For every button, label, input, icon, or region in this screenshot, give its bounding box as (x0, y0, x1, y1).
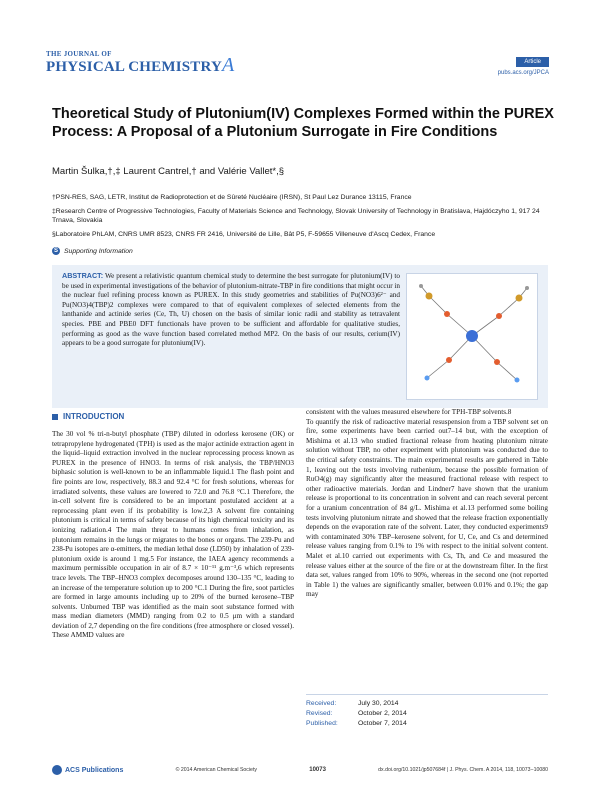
copyright: © 2014 American Chemical Society (175, 767, 257, 773)
affiliation-2: ‡Research Centre of Progressive Technologies, Faculty of Materials Science and Technology, Slovak University of Technology in Bratislava, Hajdóczyho 1, 917 24 Trnava, Slovakia (52, 208, 540, 224)
toc-graphic (406, 273, 538, 400)
section-heading-introduction (52, 412, 124, 421)
journal-url[interactable]: pubs.acs.org/JPCA (497, 70, 549, 76)
authors: Martin Šulka,†,‡ Laurent Cantrel,† and Valérie Vallet*,§ (52, 166, 285, 177)
affiliation-1: †PSN-RES, SAG, LETR, Institut de Radioprotection et de Sûreté Nucléaire (IRSN), St Paul Lez Durance 13115, France (52, 194, 412, 201)
abstract-label: ABSTRACT: (62, 271, 104, 280)
abstract-text: We present a relativistic quantum chemical study to determine the best surrogate for plutonium(IV) to be used in experimental investigations of the behavior of plutonium-nitrate-TBP in fire conditions that might occur in the nuclear fuel refining process known as PUREX. In this study geometries and stabilities of Pu(NO3)6²⁻ and Pu(NO3)4(TBP)2 complexes were compared to that of equivalent complexes of selected elements from the lanthanide and actinide series (Ce, Th, U) chosen on the basis of similar ionic radii and stability as tetravalent species. PBE and PBE0 DFT functionals have proven to be sufficient and affordable for qualitative studies, performing as good as the wave function based correlated method MP2. On the basis of our results, cerium(IV) appears to be a good surrogate for plutonium(IV). (62, 272, 400, 348)
abstract-box (52, 265, 548, 408)
affiliation-3: §Laboratoire PhLAM, CNRS UMR 8523, CNRS FR 2416, Université de Lille, Bât P5, F-59655 Villeneuve d'Ascq Cedex, France (52, 231, 436, 238)
page-number: 10073 (309, 767, 326, 773)
acs-logo (52, 765, 123, 775)
supporting-info-icon: S (53, 248, 58, 254)
intro-left-column: The 30 vol % tri-n-butyl phosphate (TBP) diluted in odorless kerosene (OK) or tetrapropylene hydrogenated (TPH) is used as the major actinide extraction agent in the liquid–liquid extraction involved in the nuclear reprocessing process known as PUREX in the presence of HNO3. In terms of risk analysis, the TBP/HNO3 biphasic solution is well-known to be an inflammable liquid.1 The flash point and fire points are low, respectively, 88.3 and 92.4 °C for fresh solutions, whereas for irradiated solvents, these values are lowered to 72.0 and 76.8 °C.1 Therefore, the in-cell solvent fire is considered to be an important postulated accident at a reprocessing plant even if its probability is low.2,3 A solvent fire containing plutonium is critical in terms of safety because of its high chemical toxicity and its ionizing radiation.4 The main threat to humans comes from inhalation, as plutonium remains in the lungs or migrates to the bones or organs. The 239-Pu and 238-Pu isotopes are α-emitters, the median lethal dose (LD50) by inhalation of 239-plutonium oxide is around 1 mg.5 For instance, the IAEA agency recommends a maximum permissible occupation in air of 8.7 × 10⁻¹¹ g.m⁻³,6 which represents trace levels. The TBP–HNO3 complex decomposes around 130–135 °C, leading to an increase of the temperature solution up to 200 °C.1 During the fire, soot particles are formed in large amounts including up to 20% of the burned kerosene–TBP solvents. Unburned TBP was identified as the main soot substance formed with mass median diameters (MMD) ranging from 0.2 to 0.5 μm with a standard deviation of 2,7 depending on the fire conditions (free atmosphere or closed vessel). These AMMD values are (52, 430, 294, 640)
molecule-structure-image (407, 274, 537, 399)
section-marker-icon (52, 414, 58, 420)
acs-logo-icon (52, 765, 62, 775)
publisher-name: ACS Publications (65, 766, 124, 774)
journal-line1: THE JOURNAL OF (46, 50, 112, 58)
date-published: Published: October 7, 2014 (306, 720, 407, 727)
supporting-info-label: Supporting Information (64, 247, 133, 255)
journal-logo (46, 50, 246, 74)
intro-right-column: consistent with the values measured elsewhere for TPH-TBP solvents.8 To quantify the risk of radioactive material resuspension from a TBP solvent set on fire, some experiments have been carried out7–14 but, with the exception of Mishima et al.13 who studied fractional release from heating plutonium nitrate solution without TBP, no other experiment with plutonium was conducted due to the critical safety constraints. The main experimental results are gathered in Table 1, leaving out the tests involving ruthenium, because the possible formation of RuO4(g) may significantly alter the measured fractional release with respect to other radioactive materials. Jordan and Lindner7 have shown that the uranium release is proportional to its concentration in solvent and can reach several percent for a uranium concentration of 84 g/L. Mishima et al.13 performed some boiling tests involving plutonium nitrate and showed that the release fraction exponentially depends on the evaporation rate of the solvent. Later, they conducted experiments9 with contaminated 30% TBP–kerosene solvent, for U, Ce, and Cs and determined release values ranging from 0.1% to 1% with respect to the initial solvent content. Malet et al.10 carried out experiments with Cs, Th, and Ce and measured the release values either at the source of the fire or at the downstream filter. In the first data set, values ranged from 10% to 90%, whereas in the second one (not reported in Table 1) the values are significantly smaller, between 0.01% and 0.1%; the gap may (306, 408, 548, 599)
section-title: INTRODUCTION (63, 412, 125, 421)
article-dates (306, 694, 548, 729)
doi-citation[interactable]: dx.doi.org/10.1021/jp507684f | J. Phys. Chem. A 2014, 118, 10073−10080 (378, 767, 548, 773)
supporting-info-link[interactable] (52, 247, 133, 255)
paper-title: Theoretical Study of Plutonium(IV) Complexes Formed within the PUREX Process: A Proposal of a Plutonium Surrogate in Fire Conditions (52, 106, 554, 140)
date-received: Received: July 30, 2014 (306, 700, 399, 707)
abstract (62, 271, 400, 349)
page-footer (52, 765, 548, 775)
journal-letter: A (222, 54, 235, 76)
date-revised: Revised: October 2, 2014 (306, 710, 407, 717)
journal-line2: PHYSICAL CHEMISTRY (46, 59, 223, 75)
article-tag: Article (516, 57, 549, 67)
